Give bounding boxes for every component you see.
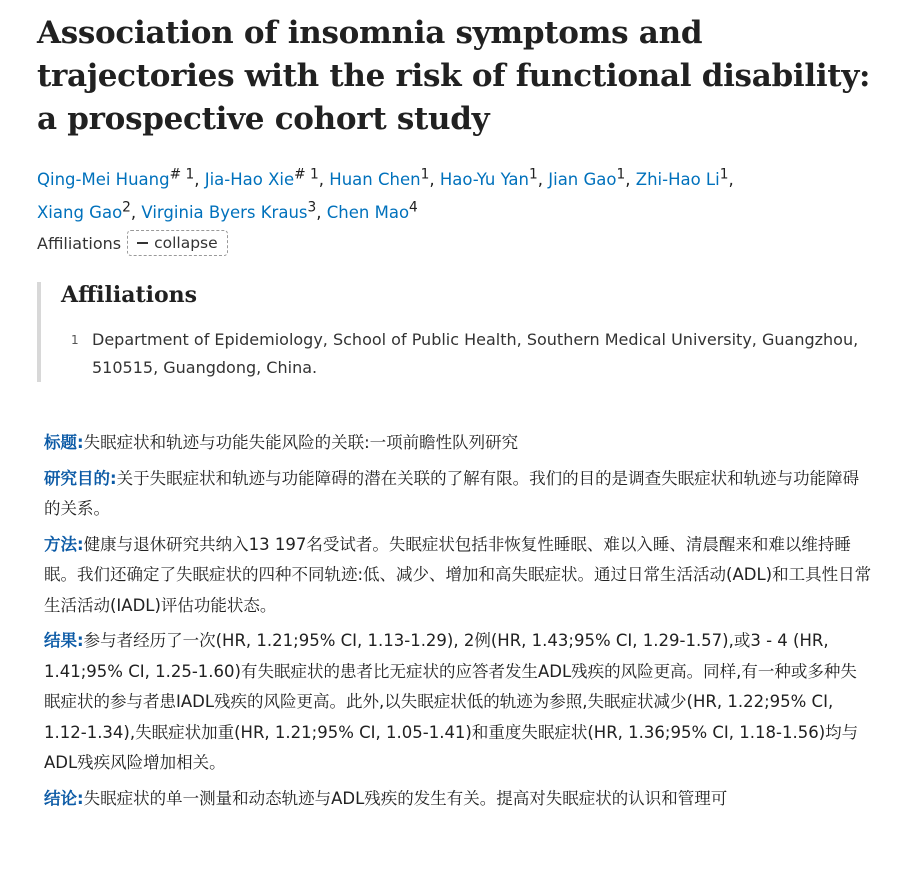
- abstract-objective-text: 关于失眠症状和轨迹与功能障碍的潜在关联的了解有限。我们的目的是调查失眠症状和轨迹与功能障碍的关系。: [44, 468, 860, 518]
- author-separator: ,: [316, 203, 327, 222]
- author-link[interactable]: Hao-Yu Yan: [439, 169, 529, 189]
- translated-abstract: [44, 428, 872, 819]
- author-affiliation-ref[interactable]: 2: [122, 199, 131, 216]
- author-entry: [439, 166, 549, 189]
- affiliations-toggle-row: [37, 230, 228, 256]
- author-link[interactable]: Huan Chen: [329, 169, 421, 189]
- author-affiliation-ref[interactable]: # 1: [169, 166, 195, 182]
- affiliation-number: 1: [71, 333, 79, 347]
- author-separator: ,: [130, 203, 142, 222]
- article-title: Association of insomnia symptoms and trajectories with the risk of functional disability: a prospective cohort study: [37, 15, 871, 137]
- abstract-results-text: 参与者经历了一次(HR, 1.21;95% CI, 1.13-1.29), 2例(HR, 1.43;95% CI, 1.29-1.57),或3 - 4 (HR, 1.41;95% CI, 1.25-1.60)有失眠症状的患者比无症状的应答者发生ADL残疾的风险更高。同样,有一种或多种失眠症状的参与者患IADL残疾的风险更高。此外,以失眠症状低的轨迹为参照,失眠症状减少(HR, 1.22;95% CI, 1.12-1.34),失眠症状加重(HR, 1.21;95% CI, 1.05-1.41)和重度失眠症状(HR, 1.36;95% CI, 1.18-1.56)均与ADL残疾风险增加相关。: [44, 631, 859, 772]
- author-entry: [548, 166, 636, 189]
- abstract-title-text: 失眠症状和轨迹与功能失能风险的关联:一项前瞻性队列研究: [83, 433, 519, 452]
- author-link[interactable]: Zhi-Hao Li: [635, 169, 720, 189]
- author-separator: ,: [625, 169, 636, 189]
- affiliations-toggle-label: Affiliations: [37, 233, 122, 253]
- abstract-methods-paragraph: [44, 530, 872, 622]
- author-link[interactable]: Jia-Hao Xie: [204, 169, 295, 189]
- affiliations-panel: [37, 282, 901, 382]
- author-separator: ,: [194, 169, 205, 189]
- abstract-conclusion-paragraph: [44, 784, 872, 815]
- author-link[interactable]: Xiang Gao: [37, 203, 123, 222]
- author-separator: ,: [318, 169, 330, 189]
- author-entry: [329, 166, 440, 189]
- affiliation-item: [71, 326, 901, 382]
- author-affiliation-ref[interactable]: # 1: [294, 166, 319, 182]
- abstract-results-label: 结果:: [44, 631, 84, 650]
- author-separator: ,: [728, 169, 734, 189]
- author-affiliation-ref[interactable]: 1: [420, 166, 430, 182]
- collapse-affiliations-button[interactable]: [127, 230, 228, 256]
- abstract-methods-label: 方法:: [44, 534, 84, 554]
- author-affiliation-ref[interactable]: 1: [529, 166, 538, 182]
- abstract-conclusion-label: 结论:: [44, 788, 84, 808]
- abstract-results-paragraph: [44, 626, 872, 779]
- author-affiliation-ref[interactable]: 1: [719, 166, 729, 182]
- author-affiliation-ref[interactable]: 3: [307, 199, 317, 216]
- abstract-methods-text: 健康与退休研究共纳入13 197名受试者。失眠症状包括非恢复性睡眠、难以入睡、清晨醒来和难以维持睡眠。我们还确定了失眠症状的四种不同轨迹:低、减少、增加和高失眠症状。通过日常生活活动(ADL)和工具性日常生活活动(IADL)评估功能状态。: [44, 534, 872, 615]
- author-entry: [37, 199, 142, 222]
- author-list: [37, 160, 897, 227]
- author-link[interactable]: Jian Gao: [548, 169, 617, 189]
- author-entry: [326, 199, 418, 222]
- abstract-objective-paragraph: [44, 464, 872, 525]
- author-entry: [204, 166, 330, 189]
- author-link[interactable]: Qing-Mei Huang: [37, 169, 170, 189]
- author-entry: [37, 166, 205, 189]
- affiliations-heading: Affiliations: [61, 282, 198, 308]
- abstract-objective-label: 研究目的:: [44, 468, 117, 488]
- author-entry: [141, 199, 327, 222]
- author-link[interactable]: Chen Mao: [326, 203, 410, 222]
- author-separator: ,: [429, 169, 440, 189]
- author-link[interactable]: Virginia Byers Kraus: [141, 203, 308, 222]
- abstract-title-paragraph: [44, 428, 872, 459]
- collapse-button-label: collapse: [154, 234, 218, 252]
- minus-icon: [137, 242, 148, 244]
- author-separator: ,: [537, 169, 549, 189]
- author-affiliation-ref[interactable]: 1: [616, 166, 626, 182]
- author-affiliation-ref[interactable]: 4: [409, 199, 418, 216]
- author-entry: [635, 166, 734, 189]
- abstract-conclusion-text: 失眠症状的单一测量和动态轨迹与ADL残疾的发生有关。提高对失眠症状的认识和管理可: [83, 788, 728, 808]
- abstract-title-label: 标题:: [44, 433, 84, 452]
- affiliation-text: Department of Epidemiology, School of Public Health, Southern Medical University, Guangzhou, 510515, Guangdong, China.: [92, 330, 859, 377]
